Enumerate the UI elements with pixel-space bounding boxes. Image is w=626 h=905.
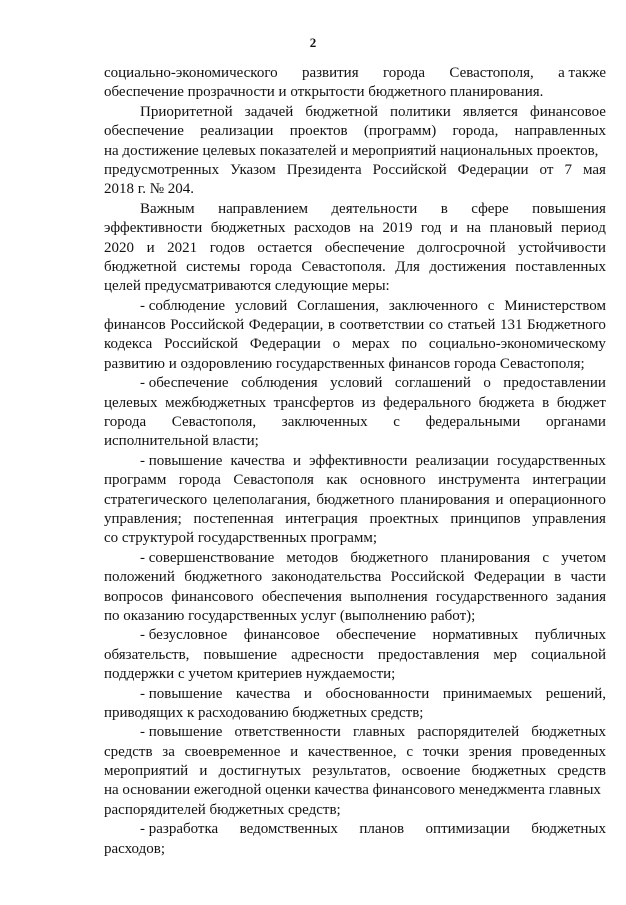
text-word: распорядителей (417, 724, 520, 741)
text-line (104, 180, 606, 199)
text-word: межбюджетных (165, 394, 267, 411)
text-line (104, 103, 606, 122)
text-word: Приоритетной (140, 103, 233, 120)
text-word: качества (230, 452, 285, 469)
text-word: бюджет (556, 394, 606, 411)
text-word: интеграция (285, 510, 358, 527)
text-word: Важным (140, 200, 195, 217)
text-word: по (401, 336, 418, 353)
text-word: принимаемых (442, 685, 533, 702)
text-word: города (382, 65, 426, 81)
text-line (104, 743, 606, 762)
text-word: со (428, 317, 444, 334)
text-word: - соблюдение (140, 297, 226, 314)
text-word: кодекса (104, 336, 153, 353)
text-word: с (393, 414, 400, 431)
text-word: является (462, 103, 518, 120)
text-word: адресности (291, 646, 364, 663)
text-word: с (542, 549, 550, 566)
text-word: предусмотренных (104, 161, 220, 178)
text-word: Российской (390, 569, 465, 586)
text-word: главных (352, 724, 406, 741)
text-word: Для (395, 258, 420, 275)
text-word: 2019 (382, 220, 413, 237)
text-word: методов (286, 549, 339, 566)
text-word: по оказанию государственных услуг (выполнению работ); (104, 607, 476, 624)
text-line (104, 413, 606, 432)
text-word: финансовое (243, 627, 320, 644)
text-word: - безусловное (140, 627, 228, 644)
text-word: города (249, 258, 292, 275)
text-line (104, 258, 606, 277)
text-word: проведенных (521, 743, 606, 760)
text-word: реализации (200, 123, 274, 140)
text-word: 131 (499, 317, 523, 334)
text-word: статьей (447, 317, 496, 334)
text-word: Федерации (457, 161, 529, 178)
text-line (104, 588, 606, 607)
text-word: Российской (372, 161, 447, 178)
text-word: с (487, 297, 495, 314)
text-word: из (361, 394, 376, 411)
text-word: Севастополя. (301, 258, 386, 275)
text-word: Соглашения, (297, 297, 380, 314)
text-word: своевременное (184, 743, 281, 760)
text-line (104, 374, 606, 393)
text-line (104, 122, 606, 141)
text-word: бюджетного (316, 491, 395, 508)
text-word: остается (257, 239, 313, 256)
text-word: Министерством (504, 297, 606, 314)
text-line (104, 840, 606, 859)
text-line (104, 685, 606, 704)
text-line (104, 316, 606, 335)
text-line (104, 801, 606, 820)
text-word: бюджета (478, 394, 535, 411)
text-word: целевых (104, 394, 158, 411)
text-word: за (162, 743, 175, 760)
text-word: государственных (496, 452, 606, 469)
text-line (104, 335, 606, 354)
text-word: реализации (415, 452, 489, 469)
text-word: 2018 г. № 204. (104, 181, 195, 198)
text-word: поставленных (515, 258, 606, 275)
text-word: со структурой государственных программ; (104, 530, 378, 547)
text-word: заключенных (281, 414, 368, 431)
text-word: Российской (170, 317, 245, 334)
text-word: с (406, 743, 413, 760)
text-word: Президента (286, 161, 362, 178)
text-word: от (539, 161, 554, 178)
text-word: стратегического (104, 491, 208, 508)
text-line (104, 529, 606, 548)
text-word: вопросов (104, 588, 164, 605)
text-word: - повышение (140, 724, 223, 741)
text-line (104, 646, 606, 665)
text-word: заключенного (388, 297, 478, 314)
text-word: бюджетных (531, 821, 606, 838)
text-word: на основании ежегодной оценки качества финансового менеджмента главных (104, 782, 601, 799)
text-word: предоставления (377, 646, 480, 663)
text-word: целеполагания, (212, 491, 311, 508)
text-word: финансов (104, 317, 166, 334)
text-line (104, 432, 606, 451)
text-word: на достижение целевых показателей и мероприятий национальных проектов, (104, 142, 599, 159)
text-word: решений, (545, 685, 606, 702)
text-word: период (560, 220, 606, 237)
text-word: обеспечение (324, 239, 405, 256)
text-word: положений (104, 569, 175, 586)
text-line (104, 297, 606, 316)
text-line (104, 510, 606, 529)
text-line (104, 394, 606, 413)
text-word: Федерации (249, 336, 321, 353)
text-word: и (449, 220, 458, 237)
text-word: части (570, 569, 606, 586)
text-word: обоснованности (325, 685, 430, 702)
text-word: трансфертов (273, 394, 355, 411)
text-word: принципов (450, 510, 521, 527)
text-word: направленных (514, 123, 606, 140)
text-word: точки (422, 743, 460, 760)
text-word: и (146, 239, 155, 256)
text-word: публичных (534, 627, 606, 644)
text-word: распорядителей бюджетных средств; (104, 801, 341, 818)
text-word: на (359, 220, 374, 237)
text-word: Бюджетного (527, 317, 606, 334)
text-word: мероприятий (104, 763, 189, 780)
text-line (104, 607, 606, 626)
text-word: повышение (203, 646, 278, 663)
text-word: условий (330, 375, 383, 392)
text-word: расходов (293, 220, 351, 237)
text-word: обеспечение прозрачности и открытости бюджетного планирования. (104, 84, 544, 101)
text-word: оптимизации (425, 821, 510, 838)
text-word: соответствии (339, 317, 425, 334)
text-word: - повышение (140, 452, 223, 469)
text-word: соблюдения (241, 375, 318, 392)
text-word: приводящих к расходованию бюджетных средств; (104, 704, 424, 721)
text-word: результатов, (312, 763, 391, 780)
text-word: исполнительной власти; (104, 433, 259, 450)
text-word: Указом (230, 161, 276, 178)
text-line (104, 665, 606, 684)
text-word: финансового (171, 588, 254, 605)
text-word: плановый (489, 220, 553, 237)
text-word: учетом (561, 549, 606, 566)
text-word: достигнутых (218, 763, 302, 780)
text-line (104, 161, 606, 180)
text-word: города (104, 414, 147, 431)
text-word: расходов; (104, 840, 165, 857)
text-word: 2020 (104, 239, 134, 256)
text-word: программ (104, 472, 167, 489)
text-word: в (542, 394, 550, 411)
text-word: бюджетных (471, 763, 547, 780)
text-word: бюджетного (184, 569, 263, 586)
text-word: управления; (104, 510, 182, 527)
text-word: проектов (289, 123, 348, 140)
text-word: деятельности (331, 200, 418, 217)
text-word: направлением (218, 200, 308, 217)
text-word: - разработка (140, 821, 219, 838)
text-word: государственного (435, 588, 549, 605)
text-word: инструмента (438, 472, 520, 489)
text-word: как (326, 472, 348, 489)
text-word: Севастополя, (449, 65, 534, 81)
text-word: бюджетных (531, 724, 606, 741)
text-word: освоение (401, 763, 461, 780)
text-word: 7 (564, 161, 572, 178)
text-word: обязательств, (104, 646, 190, 663)
text-word: проектных (369, 510, 439, 527)
text-word: годов (209, 239, 245, 256)
text-word: планирования (440, 549, 531, 566)
text-word: - совершенствование (140, 549, 275, 566)
text-word: Севастополя (233, 472, 314, 489)
text-line (104, 200, 606, 219)
text-line (104, 491, 606, 510)
text-word: эффективности (309, 452, 408, 469)
text-word: предоставлении (503, 375, 606, 392)
text-word: обеспечения (261, 588, 342, 605)
text-word: города, (452, 123, 499, 140)
text-word: федерального (383, 394, 472, 411)
text-word: повышения (532, 200, 606, 217)
text-word: и (303, 685, 312, 702)
text-line (104, 781, 606, 800)
text-word: законодательства (271, 569, 382, 586)
text-line (104, 452, 606, 471)
text-word: и (199, 763, 208, 780)
text-word: развития (301, 65, 359, 81)
text-word: политики (390, 103, 451, 120)
text-word: бюджетного (350, 549, 429, 566)
text-word: планов (359, 821, 405, 838)
text-word: мая (583, 161, 606, 178)
text-word: развитию и оздоровлению государственных финансов города Севастополя; (104, 355, 585, 372)
text-word: социально-экономического (104, 65, 278, 81)
text-line (104, 762, 606, 781)
text-line (104, 239, 606, 258)
text-word: бюджетных (210, 220, 286, 237)
text-word: поддержки с учетом критериев нуждаемости; (104, 666, 396, 683)
text-word: качества (235, 685, 291, 702)
text-word: Федерации (473, 569, 545, 586)
text-line (104, 549, 606, 568)
text-word: эффективности (104, 220, 203, 237)
text-word: год (420, 220, 442, 237)
text-word: системы (186, 258, 241, 275)
text-word: интеграции (532, 472, 606, 489)
text-word: - обеспечение (140, 375, 229, 392)
text-line (104, 820, 606, 839)
text-word: бюджетной (104, 258, 177, 275)
text-word: на (466, 220, 482, 237)
text-line (104, 277, 606, 296)
text-word: бюджетной (305, 103, 378, 120)
text-word: ответственности (234, 724, 341, 741)
text-word: Севастополя, (171, 414, 257, 431)
text-word: социально-экономическому (428, 336, 606, 353)
text-word: нормативных (432, 627, 519, 644)
text-word: выполнения (350, 588, 428, 605)
text-word: целей предусматриваются следующие меры: (104, 278, 390, 295)
text-word: задачей (244, 103, 294, 120)
body-text (104, 64, 606, 859)
text-line (104, 142, 606, 161)
text-word: операционного (509, 491, 606, 508)
text-word: качественное, (307, 743, 397, 760)
text-word: достижения (429, 258, 506, 275)
text-word: средств (104, 743, 153, 760)
text-word: средств (557, 763, 606, 780)
text-word: задания (556, 588, 606, 605)
page-number: 2 (309, 35, 317, 50)
text-word: в (327, 317, 336, 334)
text-word: Российской (164, 336, 239, 353)
text-word: обеспечение (104, 123, 184, 140)
text-word: основного (359, 472, 426, 489)
text-word: финансовое (530, 103, 606, 120)
text-word: сфере (471, 200, 509, 217)
text-line (104, 355, 606, 374)
text-word: ведомственных (239, 821, 338, 838)
text-line (104, 626, 606, 645)
text-word: о (332, 336, 341, 353)
text-word: и (290, 743, 299, 760)
text-word: в (440, 200, 448, 217)
text-word: в (554, 569, 562, 586)
text-word: управления (532, 510, 606, 527)
text-word: устойчивости (518, 239, 606, 256)
text-line (104, 83, 606, 102)
text-word: планирования (400, 491, 490, 508)
text-line (104, 568, 606, 587)
text-word: обеспечение (336, 627, 416, 644)
text-line (104, 723, 606, 742)
text-line (104, 704, 606, 723)
text-line (104, 471, 606, 490)
text-word: социальной (531, 646, 606, 663)
text-word: и (495, 491, 504, 508)
text-word: 2021 (167, 239, 198, 256)
text-line (104, 64, 606, 83)
text-word: - повышение (140, 685, 223, 702)
text-word: мерах (351, 336, 390, 353)
text-word: и (293, 452, 302, 469)
text-word: а также (558, 65, 606, 81)
text-word: органами (545, 414, 606, 431)
text-line (104, 219, 606, 238)
text-word: мер (493, 646, 518, 663)
text-word: условий (234, 297, 288, 314)
text-word: о (483, 375, 491, 392)
text-word: соглашений (394, 375, 471, 392)
text-word: Федерации, (248, 317, 324, 334)
text-word: города (178, 472, 221, 489)
text-word: постепенная (193, 510, 274, 527)
text-word: долгосрочной (417, 239, 506, 256)
text-word: зрения (468, 743, 512, 760)
text-word: федеральными (425, 414, 521, 431)
text-word: (программ) (363, 123, 437, 140)
